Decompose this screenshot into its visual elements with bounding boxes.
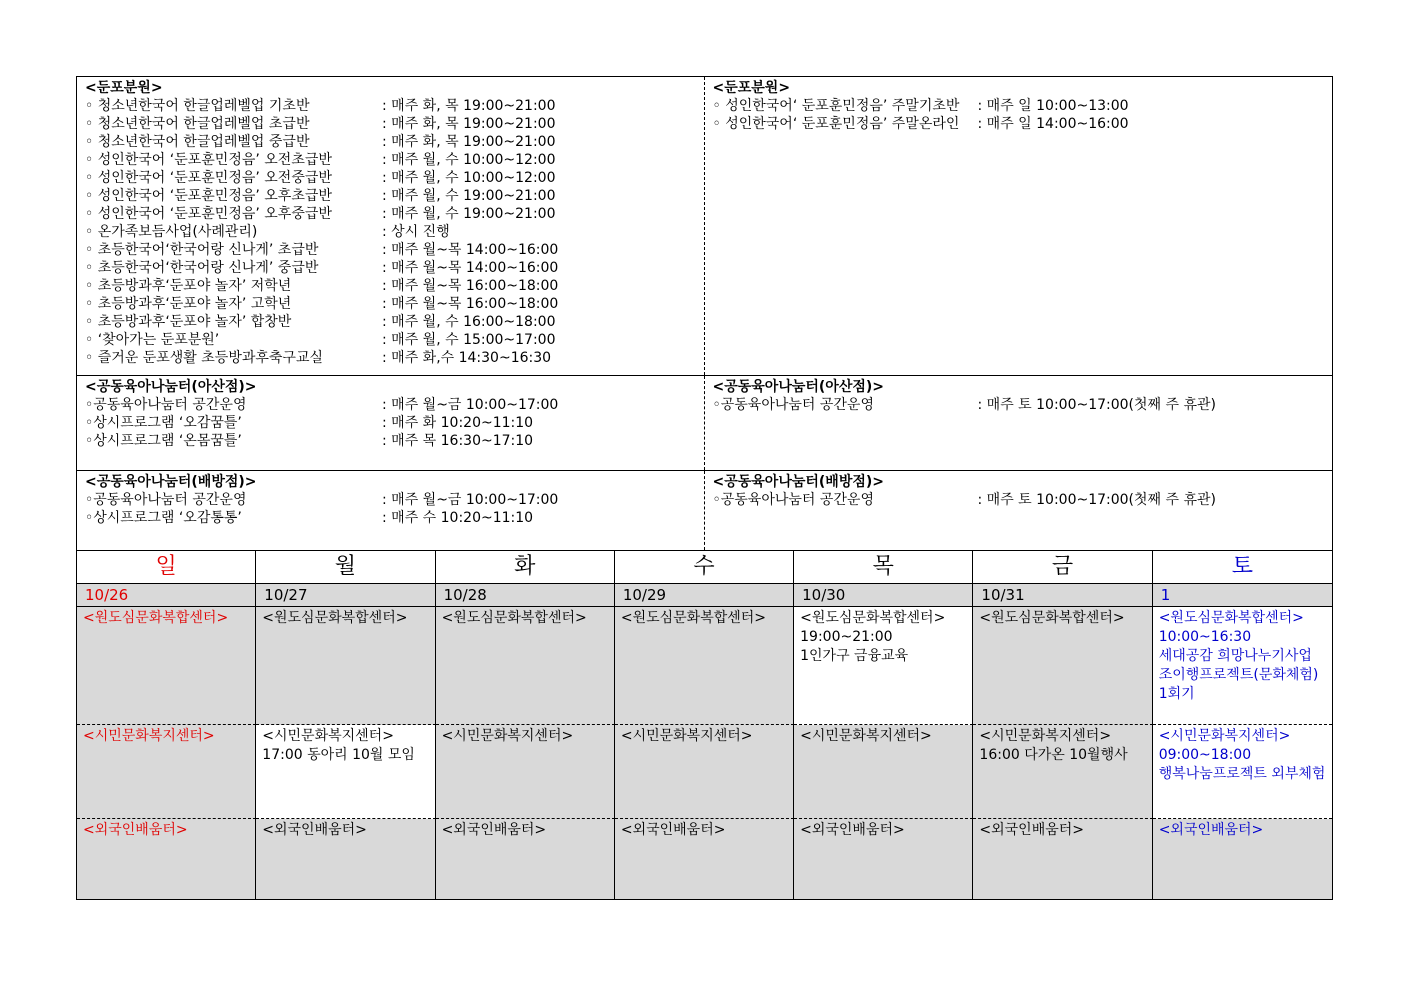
event-cell [1153, 607, 1332, 725]
program-schedule: : 매주 월, 수 19:00~21:00 [382, 206, 556, 222]
weekday-header: 일 [77, 551, 256, 584]
event-line: <원도심문화복합센터> [800, 610, 946, 626]
program-schedule: : 매주 월~목 16:00~18:00 [382, 296, 559, 312]
event-cell [973, 607, 1152, 725]
event-cell [77, 819, 256, 899]
program-name: ◦공동육아나눔터 공간운영 [712, 492, 874, 508]
program-schedule: : 매주 월~목 16:00~18:00 [382, 278, 559, 294]
program-row [85, 187, 704, 205]
weekday-header: 화 [436, 551, 615, 584]
program-row [85, 205, 704, 223]
program-name: ◦ 성인한국어‘ 둔포훈민정음’ 주말온라인 [712, 116, 960, 132]
date-cell: 10/31 [973, 584, 1152, 607]
program-schedule: : 매주 토 10:00~17:00(첫째 주 휴관) [977, 397, 1217, 413]
event-cell [794, 819, 973, 899]
program-schedule: : 매주 월, 수 10:00~12:00 [382, 152, 556, 168]
section-title: <둔포분원> [712, 80, 791, 96]
program-row [85, 277, 704, 295]
event-line: <시민문화복지센터> [800, 728, 932, 744]
schedule-page [76, 76, 1333, 900]
program-row [85, 313, 704, 331]
weekday-header: 목 [794, 551, 973, 584]
program-section [76, 76, 1333, 376]
program-row [85, 331, 704, 349]
program-name: ◦ 성인한국어‘ 둔포훈민정음’ 주말기초반 [712, 98, 960, 114]
program-name: ◦상시프로그램 ‘오감통통’ [85, 510, 242, 526]
event-cell [973, 725, 1152, 819]
program-row [713, 396, 1333, 414]
program-schedule: : 매주 월~금 10:00~17:00 [382, 492, 559, 508]
program-name: ◦ 초등방과후‘둔포야 놀자’ 저학년 [85, 278, 292, 294]
event-line: 세대공감 희망나누기사업 [1158, 648, 1312, 664]
event-cell [77, 725, 256, 819]
program-schedule: : 매주 화, 목 19:00~21:00 [382, 134, 556, 150]
program-name: ◦ 초등방과후‘둔포야 놀자’ 합창반 [85, 314, 292, 330]
event-line: <원도심문화복합센터> [83, 610, 229, 626]
event-cell [1153, 819, 1332, 899]
event-line: <시민문화복지센터> [441, 728, 574, 744]
program-name: ◦공동육아나눔터 공간운영 [85, 492, 247, 508]
program-row [85, 491, 704, 509]
event-line: <시민문화복지센터> [262, 728, 394, 744]
weekday-header: 금 [973, 551, 1152, 584]
program-column-left [77, 376, 705, 470]
program-row [85, 223, 704, 241]
weekly-calendar [76, 551, 1333, 900]
program-row [85, 432, 704, 450]
program-schedule: : 매주 화 10:20~11:10 [382, 415, 534, 431]
program-name: ◦ 온가족보듬사업(사례관리) [85, 224, 258, 240]
event-line: 행복나눔프로젝트 외부체험 [1158, 766, 1326, 782]
event-cell [794, 607, 973, 725]
event-line: 조이행프로젝트(문화체험) [1158, 667, 1319, 683]
program-name: ◦ 초등한국어‘한국어랑 신나게’ 중급반 [85, 260, 319, 276]
program-column-right [705, 376, 1333, 470]
program-name: ◦ ‘찾아가는 둔포분원’ [85, 332, 220, 348]
program-sections [76, 76, 1333, 551]
program-name: ◦ 청소년한국어 한글업레벨업 기초반 [85, 98, 310, 114]
program-schedule: : 매주 월~목 14:00~16:00 [382, 242, 559, 258]
event-line: <외국인배움터> [1158, 822, 1264, 838]
weekday-header: 토 [1153, 551, 1332, 584]
event-cell [615, 819, 794, 899]
program-row [85, 349, 704, 367]
program-schedule: : 매주 월, 수 15:00~17:00 [382, 332, 556, 348]
program-row [85, 509, 704, 527]
event-line: <외국인배움터> [800, 822, 905, 838]
event-line: <외국인배움터> [83, 822, 188, 838]
date-cell: 10/26 [77, 584, 256, 607]
program-row [85, 414, 704, 432]
program-schedule: : 매주 일 10:00~13:00 [977, 98, 1129, 114]
program-row [713, 491, 1333, 509]
weekday-header: 월 [256, 551, 435, 584]
event-line: 16:00 다가온 10월행사 [979, 747, 1128, 763]
program-name: ◦ 성인한국어 ‘둔포훈민정음’ 오후중급반 [85, 206, 332, 222]
program-column-left [77, 471, 705, 550]
program-schedule: : 상시 진행 [382, 224, 450, 240]
event-line: 17:00 동아리 10월 모임 [262, 747, 415, 763]
program-name: ◦ 즐거운 둔포생활 초등방과후축구교실 [85, 350, 323, 366]
event-cell [256, 607, 435, 725]
program-name: ◦ 청소년한국어 한글업레벨업 초급반 [85, 116, 310, 132]
event-line: <시민문화복지센터> [83, 728, 215, 744]
program-schedule: : 매주 월~금 10:00~17:00 [382, 397, 559, 413]
program-row [85, 97, 704, 115]
program-row [85, 151, 704, 169]
program-row [85, 169, 704, 187]
program-name: ◦ 성인한국어 ‘둔포훈민정음’ 오전초급반 [85, 152, 332, 168]
program-column-left [77, 77, 705, 375]
event-cell [256, 725, 435, 819]
event-row [77, 725, 1332, 819]
program-column-right [705, 471, 1333, 550]
program-row [713, 115, 1333, 133]
event-line: 10:00~16:30 [1158, 629, 1252, 645]
program-schedule: : 매주 목 16:30~17:10 [382, 433, 534, 449]
event-cell [436, 607, 615, 725]
program-column-right [705, 77, 1333, 375]
program-row [85, 295, 704, 313]
event-line: <원도심문화복합센터> [620, 610, 767, 626]
date-row [77, 584, 1332, 607]
event-line: <원도심문화복합센터> [262, 610, 408, 626]
event-line: <외국인배움터> [441, 822, 547, 838]
date-cell: 10/27 [256, 584, 435, 607]
program-name: ◦ 성인한국어 ‘둔포훈민정음’ 오후초급반 [85, 188, 332, 204]
program-schedule: : 매주 월, 수 19:00~21:00 [382, 188, 556, 204]
event-line: <시민문화복지센터> [979, 728, 1112, 744]
program-schedule: : 매주 월~목 14:00~16:00 [382, 260, 559, 276]
program-name: ◦공동육아나눔터 공간운영 [712, 397, 874, 413]
program-row [85, 133, 704, 151]
event-line: <원도심문화복합센터> [441, 610, 587, 626]
program-section [76, 376, 1333, 471]
event-line: 1인가구 금융교육 [800, 648, 909, 664]
program-name: ◦공동육아나눔터 공간운영 [85, 397, 247, 413]
program-schedule: : 매주 화,수 14:30~16:30 [382, 350, 552, 366]
date-cell: 10/30 [794, 584, 973, 607]
program-row [85, 241, 704, 259]
event-cell [77, 607, 256, 725]
section-title: <둔포분원> [85, 80, 163, 96]
program-row [85, 259, 704, 277]
program-name: ◦ 청소년한국어 한글업레벨업 중급반 [85, 134, 310, 150]
event-row [77, 819, 1332, 899]
section-title: <공동육아나눔터(아산점)> [85, 379, 257, 395]
event-line: <시민문화복지센터> [1158, 728, 1291, 744]
event-cell [615, 607, 794, 725]
event-row [77, 607, 1332, 725]
program-section [76, 471, 1333, 551]
program-schedule: : 매주 화, 목 19:00~21:00 [382, 116, 556, 132]
date-cell: 10/28 [436, 584, 615, 607]
event-cell [794, 725, 973, 819]
event-cell [436, 725, 615, 819]
program-name: ◦상시프로그램 ‘오감꿈틀’ [85, 415, 242, 431]
program-schedule: : 매주 월, 수 10:00~12:00 [382, 170, 556, 186]
event-cell [256, 819, 435, 899]
program-name: ◦상시프로그램 ‘온몸꿈틀’ [85, 433, 242, 449]
event-cell [1153, 725, 1332, 819]
program-name: ◦ 성인한국어 ‘둔포훈민정음’ 오전중급반 [85, 170, 332, 186]
event-line: <외국인배움터> [262, 822, 367, 838]
event-cell [615, 725, 794, 819]
event-cell [436, 819, 615, 899]
event-line: <원도심문화복합센터> [1158, 610, 1304, 626]
date-cell: 1 [1153, 584, 1332, 607]
program-schedule: : 매주 화, 목 19:00~21:00 [382, 98, 556, 114]
event-cell [973, 819, 1152, 899]
event-line: 19:00~21:00 [800, 629, 893, 645]
program-schedule: : 매주 수 10:20~11:10 [382, 510, 534, 526]
program-name: ◦ 초등한국어‘한국어랑 신나게’ 초급반 [85, 242, 319, 258]
section-title: <공동육아나눔터(아산점)> [712, 379, 884, 395]
program-name: ◦ 초등방과후‘둔포야 놀자’ 고학년 [85, 296, 292, 312]
program-row [85, 396, 704, 414]
weekday-header: 수 [615, 551, 794, 584]
program-schedule: : 매주 토 10:00~17:00(첫째 주 휴관) [977, 492, 1217, 508]
section-title: <공동육아나눔터(배방점)> [712, 474, 884, 490]
date-cell: 10/29 [615, 584, 794, 607]
weekday-header-row [77, 551, 1332, 584]
program-schedule: : 매주 월, 수 16:00~18:00 [382, 314, 556, 330]
program-schedule: : 매주 일 14:00~16:00 [977, 116, 1129, 132]
event-line: <외국인배움터> [620, 822, 726, 838]
event-line: <원도심문화복합센터> [979, 610, 1125, 626]
program-row [713, 97, 1333, 115]
program-row [85, 115, 704, 133]
event-line: 1회기 [1158, 686, 1195, 702]
event-line: 09:00~18:00 [1158, 747, 1252, 763]
event-line: <시민문화복지센터> [620, 728, 753, 744]
section-title: <공동육아나눔터(배방점)> [85, 474, 257, 490]
event-line: <외국인배움터> [979, 822, 1085, 838]
